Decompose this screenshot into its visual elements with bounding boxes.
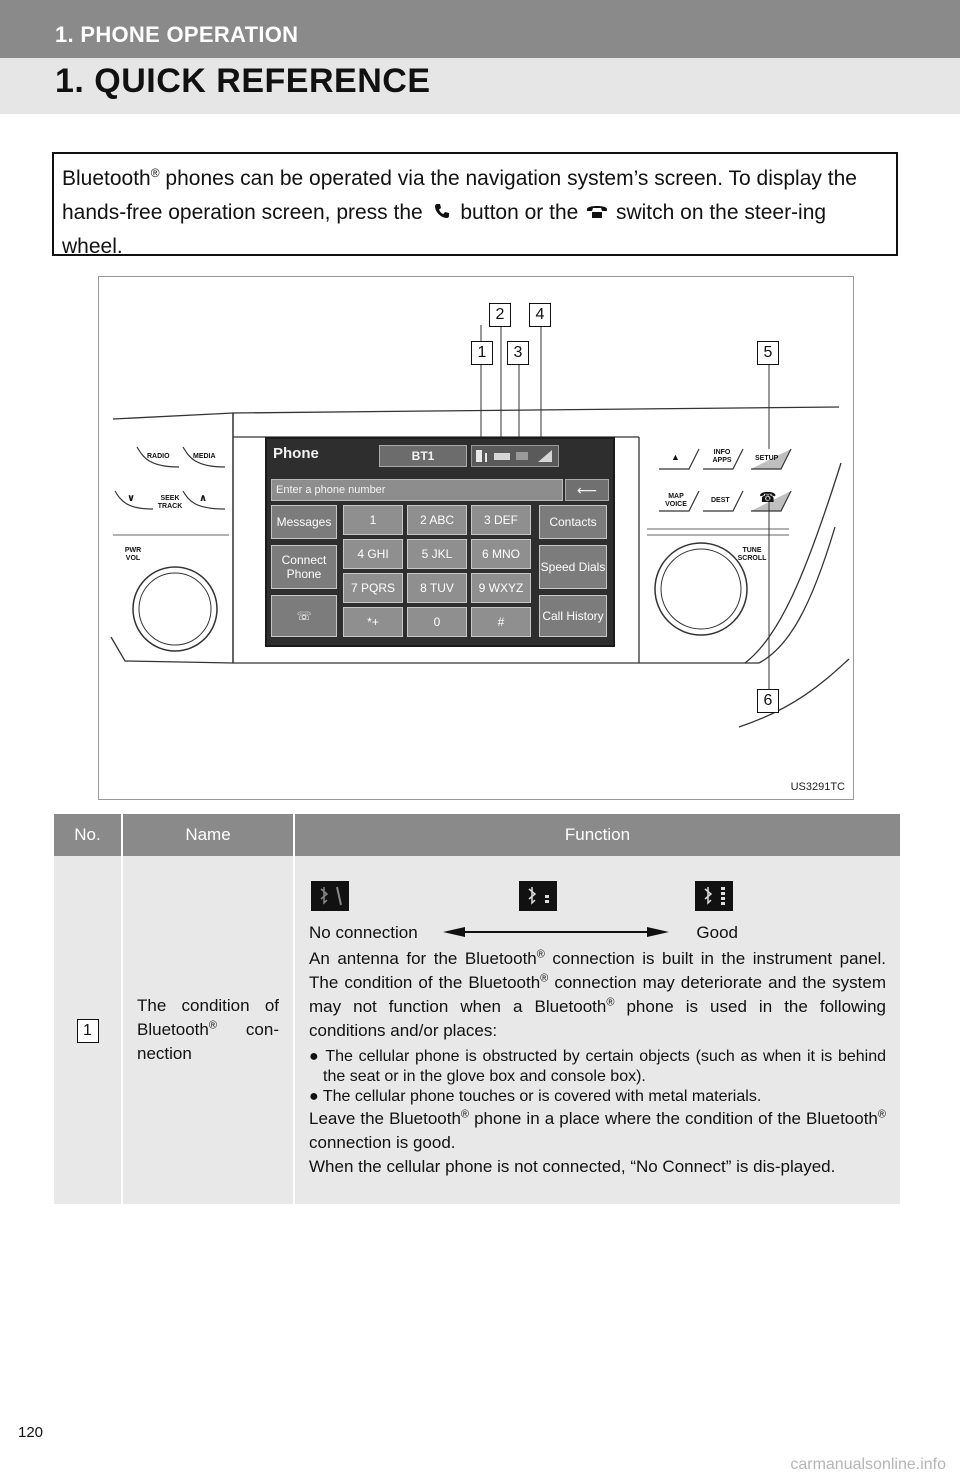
phone-button-icon: ☎ [759, 489, 777, 505]
phone-number-input[interactable]: Enter a phone number [271, 479, 563, 501]
screen-title: Phone [273, 445, 319, 462]
antenna-paragraph: An antenna for the Bluetooth® connection is built in the instrument panel. The condition of the Bluetooth® connection may deteriorate and the system may not function when a Bluetooth® phone is used in the following conditions and/or places: [309, 948, 886, 1040]
scale-right-label: Good [696, 923, 738, 942]
tune-scroll-label: TUNE SCROLL [737, 547, 767, 562]
page-title: 1. QUICK REFERENCE [55, 62, 431, 100]
signal-none-icon [311, 881, 349, 911]
registered-mark: ® [150, 166, 160, 180]
backspace-button[interactable]: ⟵ [565, 479, 609, 501]
battery-icon [494, 453, 510, 460]
key-8[interactable]: 8 TUV [407, 573, 467, 603]
not-connected-paragraph: When the cellular phone is not connected, “No Connect” is dis-played. [309, 1157, 836, 1176]
bullet-item: ● The cellular phone touches or is covered with metal materials. [309, 1088, 762, 1105]
bluetooth-icon [476, 450, 482, 462]
row-function-cell [294, 856, 900, 1204]
key-star-plus[interactable]: *+ [343, 607, 403, 637]
key-0[interactable]: 0 [407, 607, 467, 637]
table-header-row [54, 814, 900, 856]
pwr-vol-label: PWR VOL [124, 547, 142, 562]
header-no: No. [54, 814, 122, 856]
intro-brand: Bluetooth [62, 167, 151, 190]
page-number: 120 [18, 1424, 44, 1441]
seek-down-icon: ∨ [127, 493, 136, 504]
key-4[interactable]: 4 GHI [343, 539, 403, 569]
name-text: The condition of Bluetooth [137, 996, 279, 1039]
setup-label: SETUP [755, 455, 779, 462]
key-7[interactable]: 7 PQRS [343, 573, 403, 603]
callout-2: 2 [489, 303, 511, 327]
callout-3: 3 [507, 341, 529, 365]
radio-label: RADIO [147, 453, 170, 460]
steering-phone-switch-icon [584, 196, 610, 230]
dest-label: DEST [711, 497, 730, 504]
scale-left-label: No connection [309, 923, 418, 942]
device-button[interactable]: BT1 [379, 445, 467, 467]
media-label: MEDIA [193, 453, 216, 460]
key-1[interactable]: 1 [343, 505, 403, 535]
key-5[interactable]: 5 JKL [407, 539, 467, 569]
map-voice-label: MAP VOICE [665, 493, 687, 508]
key-2[interactable]: 2 ABC [407, 505, 467, 535]
phone-screen [265, 437, 615, 647]
intro-text-3: switch on the steer-ing wheel. [62, 201, 827, 259]
section-title: 1. PHONE OPERATION [55, 22, 299, 47]
row-number-cell [54, 856, 122, 1204]
callout-5: 5 [757, 341, 779, 365]
row-number: 1 [77, 1019, 99, 1043]
header-function: Function [294, 814, 900, 856]
key-3[interactable]: 3 DEF [471, 505, 531, 535]
leave-paragraph: Leave the Bluetooth® phone in a place where the condition of the Bluetooth® connection is good. [309, 1108, 886, 1152]
hang-up-button[interactable]: ☏ [271, 595, 337, 637]
connect-phone-button[interactable]: Connect Phone [271, 545, 337, 589]
table-row [54, 856, 900, 1204]
call-history-button[interactable]: Call History [539, 595, 607, 637]
callout-1: 1 [471, 341, 493, 365]
seek-track-label: SEEK TRACK [157, 495, 183, 510]
intro-box [52, 152, 898, 259]
eject-icon: ▲ [671, 452, 680, 462]
intro-text-1: phones can be operated via the navigation system’s screen. To display the hands-free operation screen, press the [62, 167, 857, 224]
figure-box [98, 276, 854, 800]
figure-code: US3291TC [790, 781, 845, 793]
signal-icon [538, 450, 552, 462]
contacts-button[interactable]: Contacts [539, 505, 607, 539]
speed-dials-button[interactable]: Speed Dials [539, 545, 607, 589]
signal-good-icon [695, 881, 733, 911]
status-indicators [471, 445, 559, 467]
header-name: Name [122, 814, 294, 856]
condition-scale [309, 921, 886, 947]
callout-6: 6 [757, 689, 779, 713]
seek-up-icon: ∧ [199, 493, 208, 504]
info-apps-label: INFO APPS [712, 449, 732, 464]
row-name-cell [122, 856, 294, 1204]
name-text-end: con-nection [137, 1020, 279, 1063]
watermark: carmanualsonline.info [790, 1456, 946, 1473]
key-6[interactable]: 6 MNO [471, 539, 531, 569]
messages-button[interactable]: Messages [271, 505, 337, 539]
registered-mark: ® [208, 1019, 217, 1032]
bullet-item: ● The cellular phone is obstructed by certain objects (such as when it is behind the seat or in the glove box and console box). [309, 1048, 886, 1085]
signal-icons-row [309, 881, 886, 921]
key-9[interactable]: 9 WXYZ [471, 573, 531, 603]
signal-medium-icon [519, 881, 557, 911]
function-table [54, 814, 900, 1204]
callout-4: 4 [529, 303, 551, 327]
double-arrow-icon [443, 927, 669, 937]
key-hash[interactable]: # [471, 607, 531, 637]
intro-text-2: button or the [454, 201, 585, 224]
phone-handset-icon [429, 196, 455, 230]
